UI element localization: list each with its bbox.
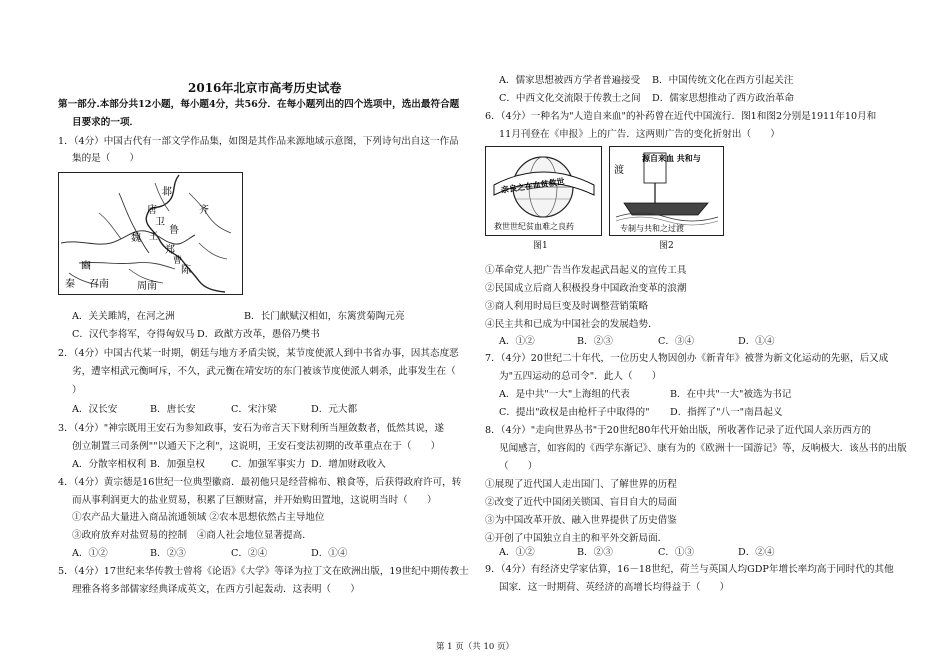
map-label-zheng: 郑	[165, 245, 175, 256]
map-label-lu: 鲁	[169, 225, 179, 236]
q2-option-d[interactable]: D．元大都	[311, 404, 358, 415]
q2-stem: 2．（4分）中国古代某一时期，朝廷与地方矛盾尖锐，某节度使派人到中书省办事，因其态度恶	[58, 348, 459, 359]
map-label-zhounan: 周南	[137, 281, 157, 292]
q9-stem-cont: 国家．这一时期荷、英经济的高增长均得益于（ ）	[499, 582, 730, 593]
map-label-qin: 秦	[65, 279, 75, 290]
q3-option-d[interactable]: D．增加财政收入	[311, 459, 386, 470]
q8-item-1: ①展现了近代国人走出国门、了解世界的历程	[485, 479, 677, 490]
q6-stem-cont: 11月刊登在《申报》上的广告．这两则广告的变化折射出（ ）	[499, 129, 780, 140]
q9-stem: 9．（4分）有经济史学家估算，16－18世纪，荷兰与英国人均GDP年增长率均高于同时代的其他	[485, 564, 894, 575]
q6-figure-1	[485, 146, 602, 236]
map-label-tang: 唐	[147, 205, 157, 216]
q7-option-c[interactable]: C．提出"政权是由枪杆子中取得的"	[499, 407, 650, 418]
q6-option-a[interactable]: A．①②	[499, 336, 535, 347]
fig2-side-text: 渡	[614, 165, 624, 176]
q2-option-c[interactable]: C．宋汴梁	[231, 404, 277, 415]
q4-stem-cont: 而从事利润更大的盐业贸易，积累了巨额财富，并开始购田置地，这说明当时（ ）	[72, 495, 437, 506]
q1-option-a[interactable]: A．关关雎鸠，在河之洲	[72, 311, 175, 322]
q2-stem-cont: 劣，遭宰相武元衡呵斥，不久，武元衡在靖安坊的东门被该节度使派人刺杀，此事发生在（	[72, 366, 456, 377]
q6-item-3: ③商人利用时局巨变及时调整营销策略	[485, 301, 649, 312]
q8-option-c[interactable]: C．①③	[658, 547, 695, 558]
q5-option-c[interactable]: C．中西文化交流限于传教士之间	[499, 93, 641, 104]
q2-stem-end: ）	[72, 385, 82, 396]
q8-option-a[interactable]: A．①②	[499, 547, 535, 558]
page-title: 2016年北京市高考历史试卷	[188, 81, 342, 95]
part1-intro: 第一部分.本部分共12小题，每小题4分，共56分．在每小题列出的四个选项中，选出最符合题	[58, 99, 460, 110]
map-label-bin: 豳	[81, 261, 91, 272]
q8-option-b[interactable]: B．②③	[577, 547, 613, 558]
q4-option-d[interactable]: D．①④	[311, 548, 348, 559]
q8-stem-cont: 见闻感言，如容闳的《西学东渐记》、康有为的《欧洲十一国游记》等，反响极大．该丛书的出版	[499, 443, 907, 454]
q3-stem-cont: 创立制置三司条例""以通天下之利"，这说明，王安石变法初期的改革重点在于（ ）	[72, 441, 441, 452]
q1-stem-cont: 集的是（ ）	[72, 153, 140, 164]
map-label-wei: 卫	[155, 217, 165, 228]
q4-items-1: ①农产品大量进入商品流通领域 ②农本思想依然占主导地位	[72, 512, 325, 523]
fig1-bottom-text: 救世世纪贫血难之良药	[494, 222, 574, 231]
q5-option-b[interactable]: B．中国传统文化在西方引起关注	[652, 75, 794, 86]
map-label-wang: 王	[149, 232, 159, 242]
q4-option-c[interactable]: C．②④	[231, 548, 268, 559]
q5-option-a[interactable]: A．儒家思想被西方学者普遍接受	[499, 75, 641, 86]
region-map	[59, 173, 242, 294]
q6-item-1: ①革命党人把广告当作发起武昌起义的宣传工具	[485, 265, 687, 276]
q3-option-b[interactable]: B．加强皇权	[150, 459, 206, 470]
fig2-bottom-text: 专制与共和之过渡	[620, 224, 684, 233]
q7-option-a[interactable]: A．是中共"一大"上海组的代表	[499, 389, 630, 400]
q8-stem-end: （ ）	[499, 461, 538, 472]
q4-option-a[interactable]: A．①②	[72, 548, 108, 559]
blood-tonic-ad-globe	[486, 147, 601, 235]
q7-stem: 7．（4分）20世纪二十年代，一位历史人物因创办《新青年》被誉为新文化运动的先驱，后又成	[485, 353, 889, 364]
q8-item-2: ②改变了近代中国闭关锁国、盲目自大的局面	[485, 497, 677, 508]
q7-option-b[interactable]: B．在中共"一大"被选为书记	[670, 389, 792, 400]
blood-tonic-ad-ship	[610, 147, 723, 235]
q6-stem: 6．（4分）一种名为"人造自来血"的补药曾在近代中国流行．图1和图2分别是1911年10月和	[485, 111, 877, 122]
map-label-zhaonan: 召南	[89, 279, 109, 290]
q4-stem: 4．（4分）黄宗德是16世纪一位典型徽商．最初他只是经营棉布、粮食等，后获得政府许可，转	[58, 477, 462, 488]
q3-option-a[interactable]: A．分散宰相权利	[72, 459, 147, 470]
q6-option-b[interactable]: B．②③	[577, 336, 613, 347]
q2-option-b[interactable]: B．唐长安	[150, 404, 196, 415]
q1-option-d[interactable]: D．政猷方改革，愚俗乃樊书	[197, 329, 320, 340]
q1-option-b[interactable]: B．长门献赋汉相如，东篱赏菊陶元亮	[244, 311, 405, 322]
q8-stem: 8．（4分）"走向世界丛书"于20世纪80年代开始出版，所收著作记录了近代国人亲历西方的	[485, 425, 872, 436]
map-label-qi: 齐	[199, 205, 209, 216]
map-label-bei: 邶	[162, 187, 172, 198]
q1-option-c[interactable]: C．汉代李将军，夺得匈奴马	[72, 329, 195, 340]
map-label-chen: 陈	[181, 265, 191, 276]
q1-stem: 1．（4分）中国古代有一部文学作品集，如图是其作品来源地域示意图，下列诗句出自这一作品	[58, 136, 459, 147]
q5-stem: 5．（4分）17世纪来华传教士曾将《论语》《大学》等译为拉丁文在欧洲出版，19世纪中期传教士	[58, 566, 469, 577]
page-footer: 第 1 页（共 10 页）	[435, 642, 515, 652]
q6-option-c[interactable]: C．③④	[658, 336, 695, 347]
q7-stem-cont: 为"五四运动的总司令"．此人（ ）	[499, 371, 662, 382]
q1-map-figure	[58, 172, 243, 295]
q6-item-2: ②民国成立后商人积极投身中国政治变革的浪潮	[485, 283, 687, 294]
q7-option-d[interactable]: D．指挥了"八一"南昌起义	[670, 407, 783, 418]
q8-option-d[interactable]: D．②④	[738, 547, 775, 558]
q8-item-3: ③为中国改革开放、融入世界提供了历史借鉴	[485, 515, 677, 526]
map-label-wei2: 魏	[131, 233, 141, 244]
fig1-banner-text: 亲良之在血贫救世	[500, 176, 566, 195]
fig2-top-text: 源自来血 共和与	[642, 153, 701, 163]
q5-option-d[interactable]: D．儒家思想推动了西方政治革命	[652, 93, 795, 104]
q4-option-b[interactable]: B．②③	[150, 548, 186, 559]
q2-option-a[interactable]: A．汉长安	[72, 404, 118, 415]
fig1-caption: 图1	[533, 241, 548, 251]
part1-intro-cont: 目要求的一项．	[72, 117, 140, 128]
fig2-caption: 图2	[659, 241, 674, 251]
q6-option-d[interactable]: D．①④	[738, 336, 775, 347]
q4-items-2: ③政府放弃对盐贸易的控制 ④商人社会地位显著提高．	[72, 530, 312, 541]
q6-figure-2	[609, 146, 724, 236]
q6-item-4: ④民主共和已成为中国社会的发展趋势．	[485, 319, 658, 330]
q5-stem-cont: 理雅各将多部儒家经典译成英文，在西方引起轰动．这表明（ ）	[72, 584, 360, 595]
map-label-cao: 曹	[173, 256, 183, 266]
q8-item-4: ④开创了中国独立自主的和平外交新局面．	[485, 533, 668, 544]
q3-stem: 3．（4分）"神宗既用王安石为参知政事，安石为帝言天下财利所当厘敛数者，低然其说，遂	[58, 423, 444, 434]
q3-option-c[interactable]: C．加强军事实力	[231, 459, 306, 470]
